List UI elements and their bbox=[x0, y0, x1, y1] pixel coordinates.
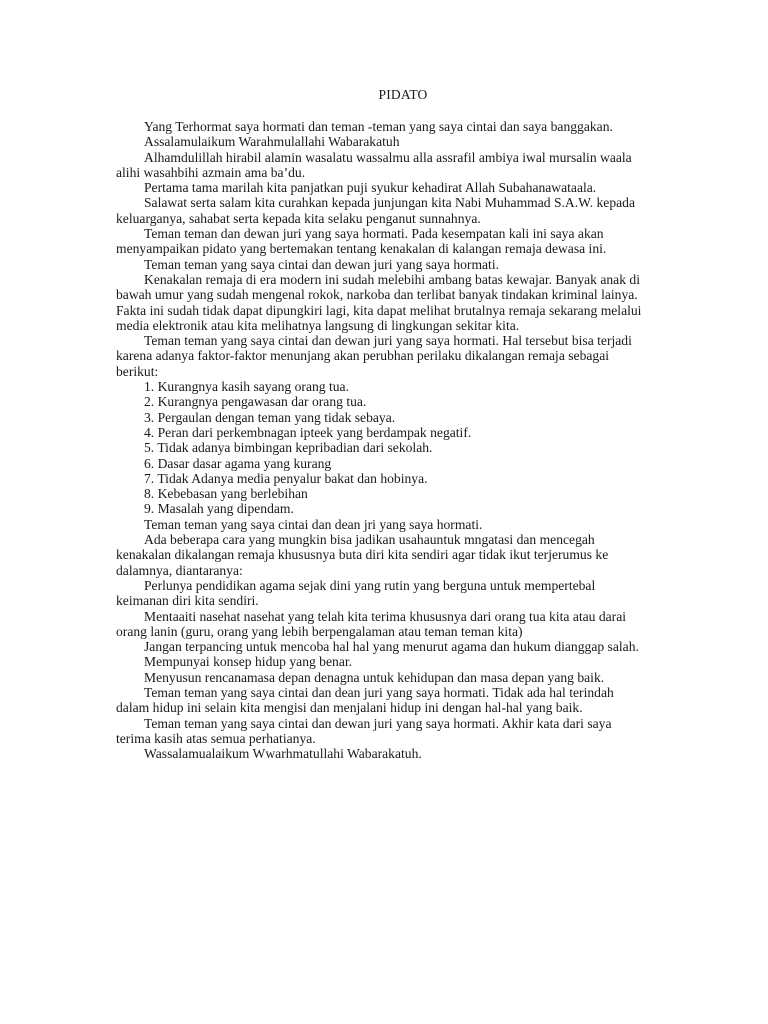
paragraph: Assalamulaikum Warahmulallahi Wabarakatuh bbox=[144, 134, 400, 150]
list-item: 8. Kebebasan yang berlebihan bbox=[144, 486, 308, 502]
paragraph: Mempunyai konsep hidup yang benar. bbox=[144, 654, 353, 670]
list-item: 3. Pergaulan dengan teman yang tidak sebaya. bbox=[144, 409, 396, 425]
paragraph: Menyusun rencanamasa depan denagna untuk kehidupan dan masa depan yang baik. bbox=[144, 669, 605, 685]
paragraph: Alhamdulillah hirabil alamin wasalatu wassalmu alla assrafil ambiya iwal mursalin waala alihi wasahbihi azmain ama ba’du. bbox=[116, 149, 632, 180]
list-item: 9. Masalah yang dipendam. bbox=[144, 501, 294, 517]
paragraph: Teman teman yang saya cintai dan dewan juri yang saya hormati. bbox=[144, 256, 500, 272]
paragraph: Teman teman yang saya cintai dan dewan juri yang saya hormati. Akhir kata dari saya terima kasih atas semua perhatianya. bbox=[116, 715, 612, 746]
paragraph: Pertama tama marilah kita panjatkan puji syukur kehadirat Allah Subahanawataala. bbox=[144, 180, 597, 196]
paragraph: Salawat serta salam kita curahkan kepada junjungan kita Nabi Muhammad S.A.W. kepada keluarganya, sahabat serta kepada kita selaku penganut sunnahnya. bbox=[116, 195, 635, 226]
paragraph: Yang Terhormat saya hormati dan teman -teman yang saya cintai dan saya banggakan. bbox=[144, 119, 613, 134]
paragraph: Teman teman yang saya cintai dan dean jri yang saya hormati. bbox=[144, 516, 483, 532]
list-item: 6. Dasar dasar agama yang kurang bbox=[144, 455, 332, 471]
page-title: PIDATO bbox=[378, 87, 428, 102]
list-item: 2. Kurangnya pengawasan dar orang tua. bbox=[144, 394, 367, 410]
paragraph: Teman teman yang saya cintai dan dean juri yang saya hormati. Tidak ada hal terindah dalam hidup ini selain kita mengisi dan menjalani hidup ini dengan hal-hal yang baik. bbox=[116, 684, 614, 716]
paragraph: Teman teman dan dewan juri yang saya hormati. Pada kesempatan kali ini saya akan menyampaikan pidato yang bertemakan tentang kenakalan di kalangan remaja dewasa ini. bbox=[116, 226, 607, 257]
paragraph: Ada beberapa cara yang mungkin bisa jadikan usahauntuk mngatasi dan mencegah kenakalan dikalangan remaja khususnya buta diri kita sendiri agar tidak ikut terjerumus ke dalamnya, diantaranya: bbox=[116, 532, 609, 578]
paragraph: Mentaaiti nasehat nasehat yang telah kita terima khususnya dari orang tua kita atau darai orang lanin (guru, orang yang lebih berpengalaman atau teman teman kita) bbox=[116, 608, 627, 639]
paragraph: Jangan terpancing untuk mencoba hal hal yang menurut agama dan hukum dianggap salah. bbox=[144, 639, 639, 655]
paragraph: Wassalamualaikum Wwarhmatullahi Wabarakatuh. bbox=[144, 746, 422, 762]
paragraph: Perlunya pendidikan agama sejak dini yang rutin yang berguna untuk mempertebal keimanan diri kita sendiri. bbox=[116, 577, 596, 609]
list-item: 7. Tidak Adanya media penyalur bakat dan hobinya. bbox=[144, 470, 428, 486]
paragraph: Kenakalan remaja di era modern ini sudah melebihi ambang batas kewajar. Banyak anak di bawah umur yang sudah mengenal rokok, narkoba dan terlibat banyak tindakan kriminal lainya. Fakta ini sudah tidak dapat dipungkiri lagi, kita dapat melihat brutalnya remaja sekarang melalui media elektronik atau kita melihatnya langsung di lingkungan sekitar kita. bbox=[116, 271, 642, 333]
list-item: 5. Tidak adanya bimbingan kepribadian dari sekolah. bbox=[144, 440, 433, 456]
list-item: 1. Kurangnya kasih sayang orang tua. bbox=[144, 379, 349, 395]
paragraph: Teman teman yang saya cintai dan dewan juri yang saya hormati. Hal tersebut bisa terjadi karena adanya faktor-faktor menunjang akan perubhan perilaku dikalangan remaja sebagai berikut: bbox=[116, 333, 632, 379]
speech-body bbox=[116, 119, 648, 761]
list-item: 4. Peran dari perkembnagan ipteek yang berdampak negatif. bbox=[144, 424, 472, 440]
